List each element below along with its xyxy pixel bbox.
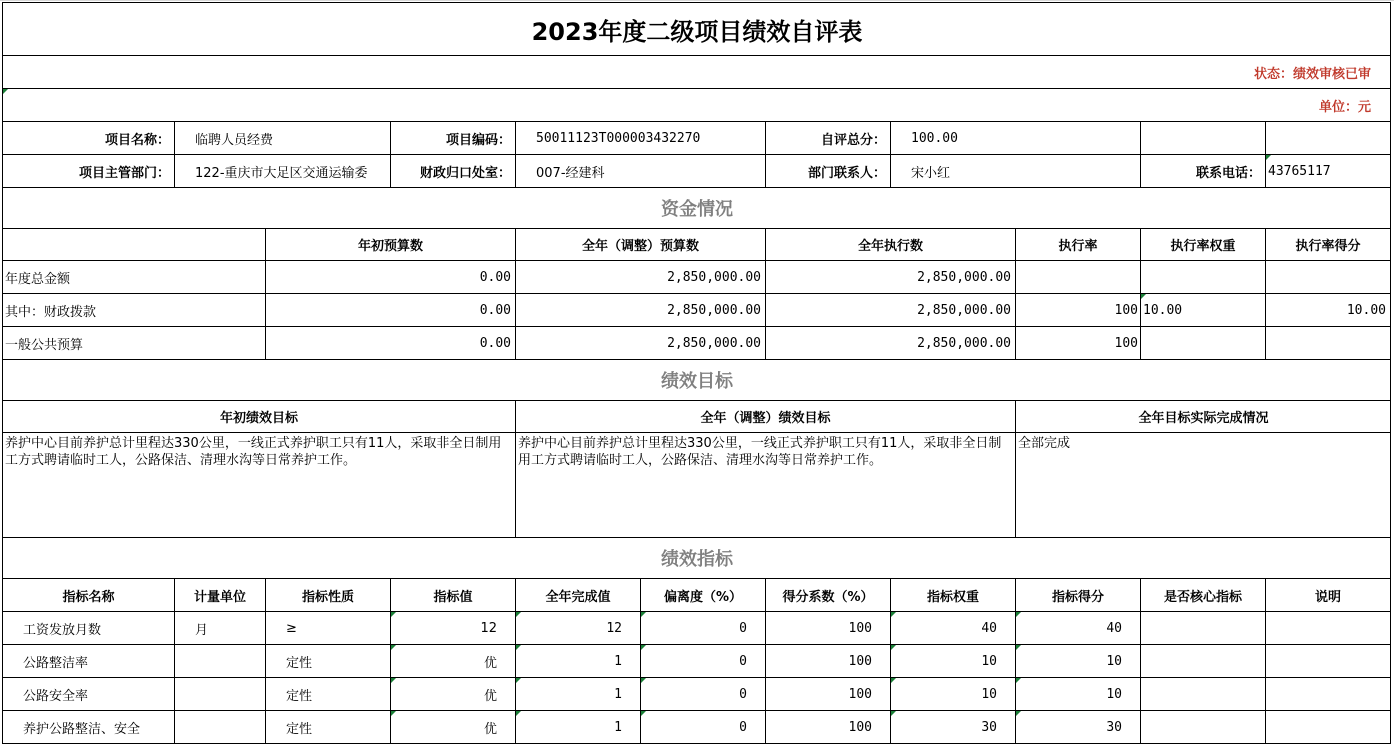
indicator-value-cell[interactable]: ≥ <box>286 620 297 636</box>
indicator-value-cell[interactable]: 12 <box>606 620 622 636</box>
border-line <box>2 743 1391 744</box>
funds-row-label: 一般公共预算 <box>5 337 84 353</box>
border-line <box>1015 400 1016 538</box>
indicator-value-cell[interactable] <box>1266 711 1390 743</box>
border-line <box>1140 121 1141 188</box>
indicator-value-cell[interactable]: 10 <box>1106 653 1122 669</box>
contact-value[interactable]: 宋小红 <box>911 165 951 181</box>
border-line <box>2 400 1391 401</box>
border-line <box>765 121 766 188</box>
goals-header-adjusted: 全年（调整）绩效目标 <box>700 411 831 426</box>
indicator-header-cell: 偏离度（%） <box>663 589 743 605</box>
goals-header-actual: 全年目标实际完成情况 <box>1138 411 1269 426</box>
indicator-name-cell[interactable]: 公路整洁率 <box>23 655 89 671</box>
project-code-label: 项目编码： <box>445 132 511 148</box>
indicator-header-cell: 指标性质 <box>301 589 354 605</box>
indicator-value-cell[interactable] <box>1141 612 1265 644</box>
indicator-value-cell[interactable]: 10 <box>1106 686 1122 702</box>
border-line <box>174 121 175 188</box>
indicator-value-cell[interactable]: 30 <box>1106 719 1122 735</box>
goals-header-initial: 年初绩效目标 <box>219 411 298 426</box>
funds-value-cell[interactable]: 100 <box>1114 302 1138 318</box>
project-name-label: 项目名称： <box>104 132 170 148</box>
indicator-value-cell[interactable]: 定性 <box>286 688 313 704</box>
funds-value-cell[interactable] <box>1141 327 1265 359</box>
project-code-value[interactable]: 50011123T000003432270 <box>536 130 701 146</box>
phone-value[interactable]: 43765117 <box>1268 163 1331 179</box>
funds-header-cell: 执行率权重 <box>1170 239 1236 254</box>
funds-value-cell[interactable]: 0.00 <box>479 302 511 318</box>
funds-value-cell[interactable]: 2,850,000.00 <box>667 269 761 285</box>
funds-header-cell <box>3 229 265 260</box>
indicator-value-cell[interactable] <box>175 678 265 710</box>
border-line <box>2 359 1391 360</box>
funds-value-cell[interactable] <box>1266 327 1390 359</box>
indicator-value-cell[interactable]: 1 <box>614 653 622 669</box>
dept-value[interactable]: 122-重庆市大足区交通运输委 <box>195 165 368 181</box>
goal-initial-text[interactable]: 养护中心目前养护总计里程达330公里，一线正式养护职工只有11人，采取非全日制用工方式聘请临时工人，公路保洁、清理水沟等日常养护工作。 <box>5 436 502 468</box>
indicator-value-cell[interactable]: 40 <box>1106 620 1122 636</box>
indicator-value-cell[interactable] <box>175 711 265 743</box>
indicator-value-cell[interactable] <box>1266 612 1390 644</box>
score-value[interactable]: 100.00 <box>911 130 958 146</box>
goals-section-title: 绩效目标 <box>661 371 733 392</box>
border-line <box>2 55 1391 56</box>
status-text: 状态：绩效审核已审 <box>1253 66 1371 82</box>
phone-label: 联系电话： <box>1195 165 1261 181</box>
indicator-value-cell[interactable]: 优 <box>483 688 497 704</box>
funds-header-cell: 全年执行数 <box>857 239 923 254</box>
indicator-name-cell[interactable]: 工资发放月数 <box>23 622 102 638</box>
indicator-value-cell[interactable]: 30 <box>981 719 997 735</box>
indicator-name-cell[interactable]: 公路安全率 <box>23 688 89 704</box>
indicator-header-cell: 指标名称 <box>62 589 115 605</box>
indicator-header-cell: 指标值 <box>433 589 473 605</box>
funds-value-cell[interactable]: 2,850,000.00 <box>917 269 1011 285</box>
indicator-value-cell[interactable]: 0 <box>739 719 747 735</box>
page-title: 2023年度二级项目绩效自评表 <box>531 17 863 46</box>
border-line <box>2 88 1391 89</box>
cell-note-marker <box>1266 155 1271 160</box>
funds-value-cell[interactable]: 0.00 <box>479 269 511 285</box>
border-line <box>2 432 1391 433</box>
indicator-value-cell[interactable]: 定性 <box>286 655 313 671</box>
funds-value-cell[interactable]: 100 <box>1114 335 1138 351</box>
funds-value-cell[interactable]: 2,850,000.00 <box>667 335 761 351</box>
funds-header-cell: 全年（调整）预算数 <box>581 239 699 254</box>
funds-value-cell[interactable]: 10.00 <box>1143 302 1183 318</box>
finance-label: 财政归口处室： <box>419 165 511 181</box>
indicator-value-cell[interactable]: 1 <box>614 686 622 702</box>
funds-row-label: 年度总金额 <box>5 271 71 287</box>
border-line <box>1390 2 1391 744</box>
indicator-header-cell: 说明 <box>1314 589 1341 605</box>
funds-value-cell[interactable]: 2,850,000.00 <box>667 302 761 318</box>
indicator-value-cell[interactable]: 100 <box>848 686 872 702</box>
indicator-value-cell[interactable]: 10 <box>981 653 997 669</box>
border-line <box>2 154 1391 155</box>
funds-section-title: 资金情况 <box>661 199 733 220</box>
finance-value[interactable]: 007-经建科 <box>536 165 605 181</box>
border-line <box>890 121 891 188</box>
score-label: 自评总分： <box>820 132 886 148</box>
indicators-section-title: 绩效指标 <box>661 549 733 570</box>
border-line <box>515 121 516 188</box>
funds-value-cell[interactable]: 2,850,000.00 <box>917 335 1011 351</box>
project-name-value[interactable]: 临聘人员经费 <box>195 132 274 148</box>
border-line <box>390 121 391 188</box>
contact-label: 部门联系人： <box>807 165 886 181</box>
gridline <box>0 0 1394 1</box>
indicator-header-cell: 是否核心指标 <box>1163 589 1242 605</box>
funds-header-cell: 年初预算数 <box>357 239 423 254</box>
indicator-value-cell[interactable]: 1 <box>614 719 622 735</box>
indicator-value-cell[interactable]: 0 <box>739 653 747 669</box>
indicator-header-cell: 得分系数（%） <box>782 589 874 605</box>
indicator-value-cell[interactable]: 100 <box>848 653 872 669</box>
indicator-value-cell[interactable]: 100 <box>848 719 872 735</box>
border-line <box>515 400 516 538</box>
indicator-value-cell[interactable] <box>175 645 265 677</box>
indicator-value-cell[interactable]: 40 <box>981 620 997 636</box>
indicator-value-cell[interactable]: 12 <box>480 620 497 636</box>
dept-label: 项目主管部门： <box>78 165 170 181</box>
indicator-value-cell[interactable] <box>1141 645 1265 677</box>
funds-value-cell[interactable]: 10.00 <box>1346 302 1386 318</box>
indicator-name-cell[interactable]: 养护公路整洁、安全 <box>23 721 141 737</box>
indicator-value-cell[interactable]: 优 <box>483 721 497 737</box>
indicator-value-cell[interactable] <box>1141 678 1265 710</box>
indicator-value-cell[interactable] <box>1266 678 1390 710</box>
goal-adjusted-text[interactable]: 养护中心目前养护总计里程达330公里，一线正式养护职工只有11人，采取非全日制用工方式聘请临时工人，公路保洁、清理水沟等日常养护工作。 <box>518 436 1002 468</box>
indicator-header-cell: 计量单位 <box>193 589 246 605</box>
indicator-header-cell: 指标权重 <box>926 589 979 605</box>
border-line <box>2 537 1391 538</box>
indicator-value-cell[interactable]: 月 <box>195 622 209 638</box>
funds-value-cell[interactable] <box>1016 261 1140 293</box>
funds-header-cell: 执行率 <box>1058 239 1098 254</box>
border-line <box>2 2 1391 3</box>
cell-note-marker <box>3 89 8 94</box>
unit-text: 单位：元 <box>1318 99 1371 115</box>
funds-header-cell: 执行率得分 <box>1295 239 1361 254</box>
funds-row-label: 其中：财政拨款 <box>5 304 97 320</box>
goal-actual-text[interactable]: 全部完成 <box>1018 436 1071 451</box>
funds-value-cell[interactable]: 2,850,000.00 <box>917 302 1011 318</box>
border-line <box>2 121 1391 122</box>
indicator-header-cell: 指标得分 <box>1051 589 1104 605</box>
funds-value-cell[interactable] <box>1141 261 1265 293</box>
funds-value-cell[interactable]: 0.00 <box>479 335 511 351</box>
indicator-value-cell[interactable] <box>1266 645 1390 677</box>
indicator-value-cell[interactable]: 0 <box>739 686 747 702</box>
funds-value-cell[interactable] <box>1266 261 1390 293</box>
indicator-header-cell: 全年完成值 <box>545 589 611 605</box>
indicator-value-cell[interactable] <box>1141 711 1265 743</box>
indicator-value-cell[interactable]: 优 <box>483 655 497 671</box>
indicator-value-cell[interactable]: 定性 <box>286 721 313 737</box>
border-line <box>2 187 1391 188</box>
indicator-value-cell[interactable]: 10 <box>981 686 997 702</box>
indicator-value-cell[interactable]: 0 <box>739 620 747 636</box>
indicator-value-cell[interactable]: 100 <box>848 620 872 636</box>
